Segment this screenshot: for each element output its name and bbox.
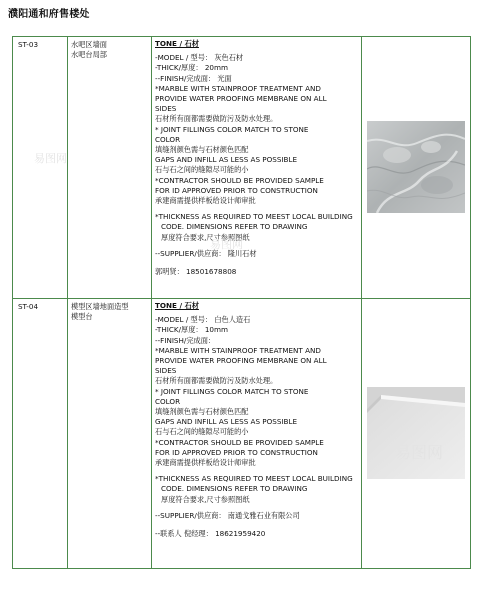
material-spec-table [12,36,471,569]
grey-marble-swatch [367,121,465,213]
note-line: *CONTRACTOR SHOULD BE PROVIDED SAMPLE [155,437,324,447]
page-title: 濮阳通和府售楼处 [8,9,90,20]
description-cell [152,37,362,299]
thick-line: -THICK/厚度： 20mm [155,63,228,73]
note-line: 厚度符合要求,尺寸参照图纸 [161,232,250,242]
note-line: 石与石之间的缝隙尽可能的小 [155,427,249,437]
note-line: 承建商需提供样板给设计师审批 [155,196,256,206]
tone-label: TONE / 石材 [155,39,199,48]
note-line: PROVIDE WATER PROOFING MEMBRANE ON ALL [155,94,327,104]
note-line: GAPS AND INFILL AS LESS AS POSSIBLE [155,417,298,427]
note-line: CODE. DIMENSIONS REFER TO DRAWING [161,484,308,494]
finish-line: --FINISH/完成面： [155,335,216,345]
watermark: 易图网 [395,443,444,462]
note-line: 石材所有面都需要做防污及防水处理。 [155,376,278,386]
note-line: 石材所有面都需要做防污及防水处理。 [155,114,278,124]
contact-line: 郭明贤： 18501678808 [155,267,237,277]
description-cell [152,299,362,569]
note-line: *THICKNESS AS REQUIRED TO MEEST LOCAL BUILDING [155,474,353,484]
supplier-line: --SUPPLIER/供应商： 南通戈雅石业有限公司 [155,510,300,520]
note-line: * JOINT FILLINGS COLOR MATCH TO STONE [155,386,309,396]
material-code-text: ST-04 [18,302,39,311]
finish-line: --FINISH/完成面： 光面 [155,73,232,83]
note-line: 厚度符合要求,尺寸参照图纸 [161,494,250,504]
note-line: *MARBLE WITH STAINPROOF TREATMENT AND [155,83,321,93]
note-line: GAPS AND INFILL AS LESS AS POSSIBLE [155,155,298,165]
location-line: 模型台 [71,312,93,322]
location-line: 模型区墙地面造型 [71,302,129,311]
table-row [13,299,471,569]
contact-line: --联系人 倪经理： 18621959420 [155,529,266,539]
note-line: 承建商需提供样板给设计师审批 [155,458,256,468]
location-cell [68,37,152,299]
material-code-text: ST-03 [18,40,39,49]
watermark: 易图网 [210,238,243,251]
thick-line: -THICK/厚度： 10mm [155,325,228,335]
note-line: *CONTRACTOR SHOULD BE PROVIDED SAMPLE [155,175,324,185]
note-line: COLOR [155,396,181,406]
location-cell [68,299,152,569]
note-line: FOR ID APPROVED PRIOR TO CONSTRUCTION [155,185,318,195]
note-line: *MARBLE WITH STAINPROOF TREATMENT AND [155,345,321,355]
material-code [13,37,68,299]
note-line: FOR ID APPROVED PRIOR TO CONSTRUCTION [155,447,318,457]
table-row [13,37,471,299]
note-line: * JOINT FILLINGS COLOR MATCH TO STONE [155,124,309,134]
note-line: 填缝剂颜色需与石材颜色匹配 [155,407,249,417]
location-line: 水吧台局部 [71,50,107,60]
swatch-cell [362,299,471,569]
note-line: PROVIDE WATER PROOFING MEMBRANE ON ALL [155,356,327,366]
tone-label: TONE / 石材 [155,301,199,310]
note-line: CODE. DIMENSIONS REFER TO DRAWING [161,222,308,232]
note-line: SIDES [155,366,177,376]
model-line: -MODEL / 型号： 灰色石材 [155,53,244,63]
swatch-cell [362,37,471,299]
location-line: 水吧区墙面 [71,40,107,49]
material-code [13,299,68,569]
note-line: 石与石之间的缝隙尽可能的小 [155,165,249,175]
white-stone-swatch [367,387,465,479]
note-line: *THICKNESS AS REQUIRED TO MEEST LOCAL BUILDING [155,212,353,222]
model-line: -MODEL / 型号： 白色人造石 [155,315,251,325]
supplier-line: --SUPPLIER/供应商： 隆川石材 [155,248,257,258]
watermark: 易图网 [34,152,67,165]
note-line: COLOR [155,134,181,144]
note-line: 填缝剂颜色需与石材颜色匹配 [155,145,249,155]
note-line: SIDES [155,104,177,114]
